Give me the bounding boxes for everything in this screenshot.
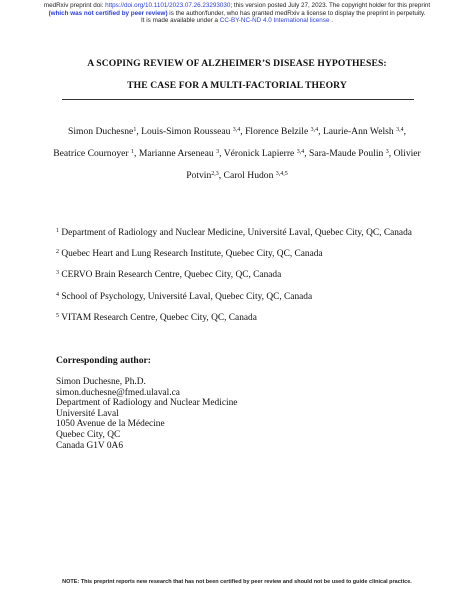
author-list: Simon Duchesne$^1$, Louis-Simon Rousseau $^{3,4}$, Florence Belzile $^{3,4}$, Laurie-Ann Welsh $^{3,4}$, Beatrice Cournoyer $^1$, Marianne Arseneau $^3$, Véronick Lapierre $^{3,4}$, Sara-Maude Poulin $^3$, Olivier Potvin$^{2,3}$, Carol Hudon $^{3,4,5}$ [53,126,421,181]
header-period: . [329,17,333,25]
author [68,126,136,137]
author-name: Marianne Arseneau [138,148,214,159]
corresponding-name: Simon Duchesne, Ph.D. [56,377,146,387]
author-affiliation-mark: 3,4 [310,127,319,133]
author-affiliation-mark: 1 [133,127,137,133]
author [53,148,134,159]
affiliation-text: Quebec Heart and Lung Research Institute, Quebec City, QC, Canada [61,249,323,259]
affiliation-number: 5 [56,313,59,319]
author-name: Véronick Lapierre [223,148,295,159]
corresponding-department: Department of Radiology and Nuclear Medicine [56,398,238,409]
title-divider [62,99,414,100]
affiliation-number: 1 [56,228,59,234]
header-available-text: It is made available under a [141,17,220,25]
preprint-header [0,2,474,25]
corresponding-street: 1050 Avenue de la Médecine [56,419,165,430]
paper-title-line-2: THE CASE FOR A MULTI-FACTORIAL THEORY [127,80,347,91]
affiliation-text: CERVO Brain Research Centre, Quebec City, QC, Canada [61,270,282,280]
affiliation-number: 3 [56,270,59,276]
author [139,148,219,159]
author-affiliation-mark: 1 [131,149,135,155]
header-line-3 [0,17,474,25]
header-doi-prefix: medRxiv preprint doi: [43,2,106,9]
author-name: Carol Hudon [223,170,274,181]
corresponding-email[interactable]: simon.duchesne@fmed.ulaval.ca [56,387,180,398]
author-affiliation-mark: 2,3 [211,171,219,177]
corresponding-city: Quebec City, QC [56,429,121,440]
author-affiliation-mark: 3,4,5 [275,171,288,177]
author-affiliation-mark: 3,4 [396,127,404,133]
affiliation-number: 4 [56,292,59,298]
affiliation-2 [56,249,323,259]
preprint-footer-note: NOTE: This preprint reports new research that has not been certified by peer review and should not be used to guide clinical practice. [62,579,412,585]
affiliation-1 [56,228,412,238]
author [245,126,318,137]
author-name: Louis-Simon Rousseau [141,126,231,137]
author-name: Sara-Maude Poulin [309,148,384,159]
corresponding-postal: Canada G1V 0A6 [56,440,124,451]
affiliation-4 [56,292,312,302]
affiliation-number: 2 [56,249,59,255]
author-name: Laurie-Ann Welsh [322,126,394,137]
peer-review-warning: (which was not certified by peer review) [48,9,168,17]
author [224,170,288,181]
affiliation-text: Department of Radiology and Nuclear Medicine, Université Laval, Quebec City, QC, Canada [61,228,412,238]
corresponding-university: Université Laval [56,408,119,419]
author-name: Olivier Potvin [186,148,421,181]
header-license-text: is the author/funder, who has granted medRxiv a license to display the preprint in perpetuity. [167,9,426,17]
author-name: Simon Duchesne [68,126,134,137]
author-affiliation-mark: 3 [216,149,220,155]
paper-title-line-1: A SCOPING REVIEW OF ALZHEIMER’S DISEASE HYPOTHESES: [87,58,387,69]
author [323,126,404,137]
affiliation-5 [56,313,257,323]
corresponding-author-block [56,377,237,451]
author-name: Beatrice Cournoyer [53,148,129,159]
author-affiliation-mark: 3 [385,149,389,155]
header-line-1 [0,2,474,10]
license-link[interactable]: CC-BY-NC-ND 4.0 International license [219,17,330,25]
header-line-2 [0,10,474,18]
affiliation-3 [56,270,281,280]
corresponding-author-heading: Corresponding author: [56,355,151,366]
author [224,148,305,159]
author-affiliation-mark: 3,4 [296,149,305,155]
author [309,148,389,159]
header-posted-text: ; this version posted July 27, 2023. The copyright holder for this preprint [230,2,431,9]
doi-link[interactable]: https://doi.org/10.1101/2023.07.26.23293030 [105,2,231,9]
affiliation-text: School of Psychology, Université Laval, Quebec City, QC, Canada [61,292,313,302]
affiliation-text: VITAM Research Centre, Quebec City, QC, Canada [61,313,257,323]
author-name: Florence Belzile [245,126,309,137]
author-affiliation-mark: 3,4 [232,127,241,133]
author [141,126,240,137]
